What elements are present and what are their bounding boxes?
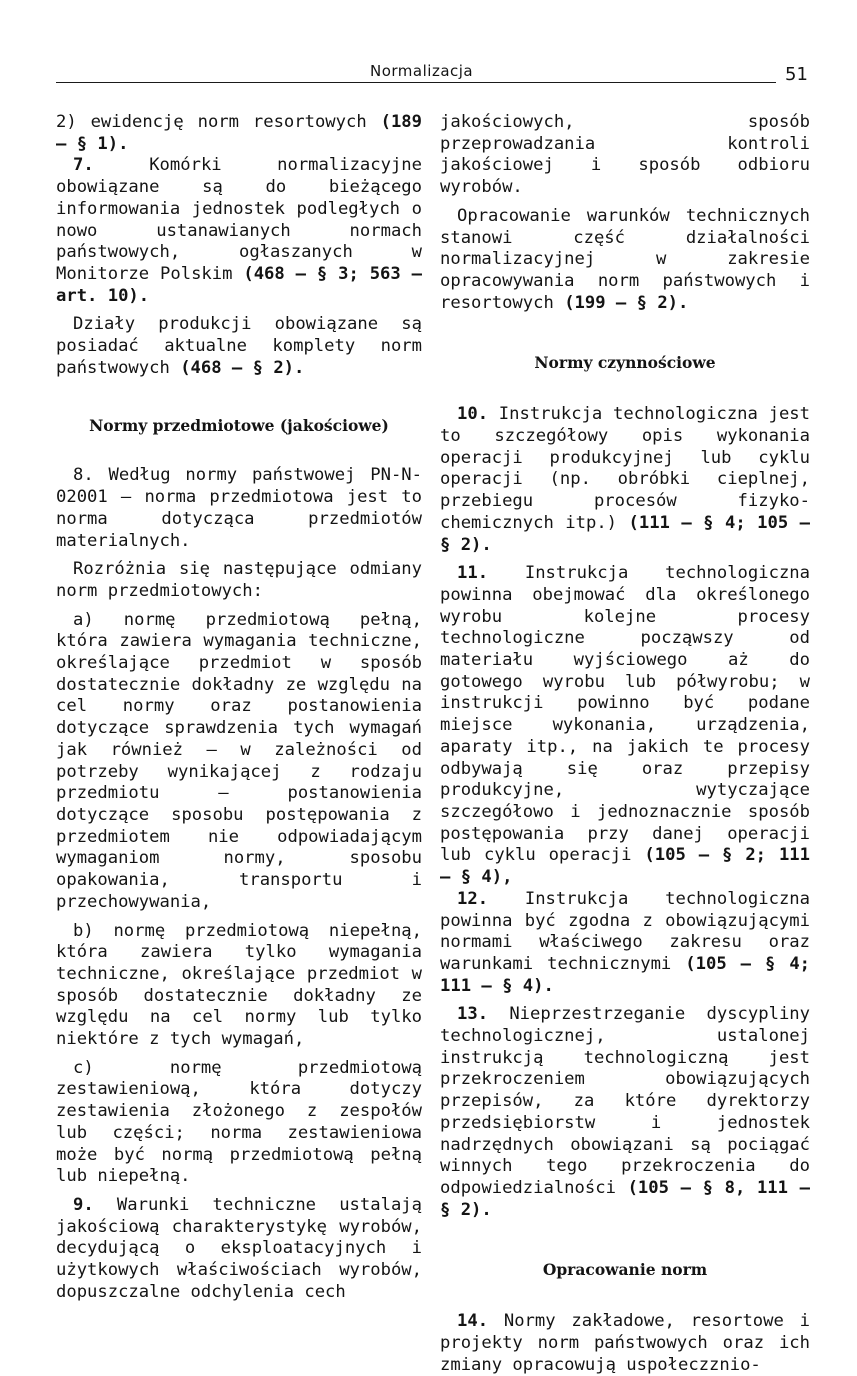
legal-reference: (199 — § 2). bbox=[564, 292, 689, 313]
paragraph-technical-conditions bbox=[440, 206, 810, 315]
paragraph-14 bbox=[440, 1311, 810, 1376]
legal-reference: (111 — § 4; 105 — § 2). bbox=[440, 512, 810, 555]
legal-reference: (105 — § 4; 111 — § 4). bbox=[440, 953, 811, 996]
paragraph-text: Normy zakładowe, resortowe i projekty norm państwowych oraz ich zmiany opracowują uspołeczznio- bbox=[440, 1311, 810, 1375]
paragraph-number: 12. bbox=[457, 888, 489, 909]
paragraph-item-c: c) normę przedmiotową zestawieniową, która dotyczy zestawienia złożonego z zespołów lub części; norma zestawieniowa może być normą przedmiotową pełną lub niepełną. bbox=[56, 1057, 422, 1187]
paragraph-list-item-2 bbox=[56, 112, 422, 155]
paragraph-9 bbox=[56, 1195, 422, 1304]
section-heading-norm-development: Opracowanie norm bbox=[542, 1260, 708, 1280]
paragraph-number: 7. bbox=[73, 155, 94, 176]
section-heading-subject-norms: Normy przedmiotowe (jakościowe) bbox=[89, 416, 389, 436]
paragraph-text: Instrukcja technologiczna powinna być zgodna z obowiązującymi normami właściwego zakresu oraz warunkami technicznymi bbox=[440, 888, 810, 974]
paragraph-text: Działy produkcji obowiązane są posiadać aktualne komplety norm państwowych bbox=[56, 314, 422, 378]
paragraph-varieties: Rozróżnia się następujące odmiany norm przedmiotowych: bbox=[56, 559, 422, 601]
paragraph-item-a: a) normę przedmiotową pełną, która zawiera wymagania techniczne, określające przedmiot w sposób dostatecznie dokładny ze względu na cel normy oraz postanowienia dotyczące sprawdzenia tych wymagań jak również — w zależności od potrzeby wynikającej z rodzaju przedmiotu — postanowienia dotyczące sposobu postępowania z przedmiotem nie odpowiadającym wymaganiom normy, sposobu opakowania, transportu i przechowywania, bbox=[56, 609, 422, 912]
paragraph-production-departments bbox=[56, 314, 422, 379]
paragraph-12 bbox=[440, 889, 810, 998]
right-column bbox=[440, 112, 810, 1376]
paragraph-number: 14. bbox=[457, 1311, 489, 1332]
paragraph-text: Opracowanie warunków technicznych stanowi część działalności normalizacyjnej w zakresie opracowywania norm państwowych i resortowych bbox=[440, 205, 810, 313]
paragraph-7 bbox=[56, 155, 422, 307]
legal-reference: (468 — § 3; 563 — art. 10). bbox=[56, 263, 422, 306]
paragraph-8: 8. Według normy państwowej PN-N-02001 — norma przedmiotowa jest to norma dotycząca przedmiotów materialnych. bbox=[56, 465, 422, 551]
paragraph-number: 11. bbox=[457, 563, 489, 584]
legal-reference: (189 — § 1). bbox=[56, 112, 422, 154]
legal-reference: (105 — § 8, 111 — § 2). bbox=[440, 1177, 810, 1220]
running-title: Normalizacja bbox=[370, 62, 474, 80]
paragraph-number: 9. bbox=[73, 1194, 94, 1215]
paragraph-text: Warunki techniczne ustalają jakościową charakterystykę wyrobów, decydującą o eksploatacyjnych i użytkowych właściwościach wyrobów, dopuszczalne odchylenia cech bbox=[56, 1194, 422, 1302]
paragraph-continuation: jakościowych, sposób przeprowadzania kontroli jakościowej i sposób odbioru wyrobów. bbox=[440, 112, 810, 198]
page-number: 51 bbox=[785, 64, 808, 85]
legal-reference: (105 — § 2; 111 — § 4), bbox=[440, 845, 811, 888]
paragraph-text: Komórki normalizacyjne obowiązane są do bieżącego informowania jednostek podległych o nowo ustanawianych normach państwowych, ogłaszanych w Monitorze Polskim bbox=[56, 155, 422, 284]
paragraph-number: 10. bbox=[457, 404, 489, 425]
paragraph-text: Nieprzestrzeganie dyscypliny technologicznej, ustalonej instrukcją technologiczną jest przekroczeniem obowiązujących przepisów, za które dyrektorzy przedsiębiorstw i jednostek nadrzędnych obowiązani są pociągać winnych tego przekroczenia do odpowiedzialności bbox=[440, 1004, 810, 1198]
paragraph-text: 2) ewidencję norm resortowych bbox=[56, 112, 381, 132]
left-column bbox=[56, 112, 422, 1303]
paragraph-text: Instrukcja technologiczna powinna obejmować dla określonego wyrobu kolejne procesy technologiczne począwszy od materiału wyjściowego aż do gotowego wyrobu lub półwyrobu; w instrukcji powinno być podane miejsce wykonania, urządzenia, aparaty itp., na jakich te procesy odbywają się oraz przepisy produkcyjne, wytyczające szczegółowo i jednoznacznie sposób postępowania przy danej operacji lub cyklu operacji bbox=[440, 563, 810, 866]
paragraph-10 bbox=[440, 404, 810, 556]
paragraph-item-b: b) normę przedmiotową niepełną, która zawiera tylko wymagania techniczne, określające przedmiot w sposób dostatecznie dokładny ze względu na cel normy lub tylko niektóre z tych wymagań, bbox=[56, 920, 422, 1050]
header-rule bbox=[56, 82, 776, 83]
paragraph-number: 13. bbox=[457, 1004, 489, 1025]
legal-reference: (468 — § 2). bbox=[180, 357, 305, 378]
section-heading-activity-norms: Normy czynnościowe bbox=[534, 353, 716, 373]
paragraph-11 bbox=[440, 563, 810, 889]
paragraph-13 bbox=[440, 1004, 810, 1221]
paragraph-text: Instrukcja technologiczna jest to szczegółowy opis wykonania operacji produkcyjnej lub cyklu operacji (np. obróbki cieplnej, przebiegu procesów fizyko-chemicznych itp.) bbox=[440, 404, 810, 533]
